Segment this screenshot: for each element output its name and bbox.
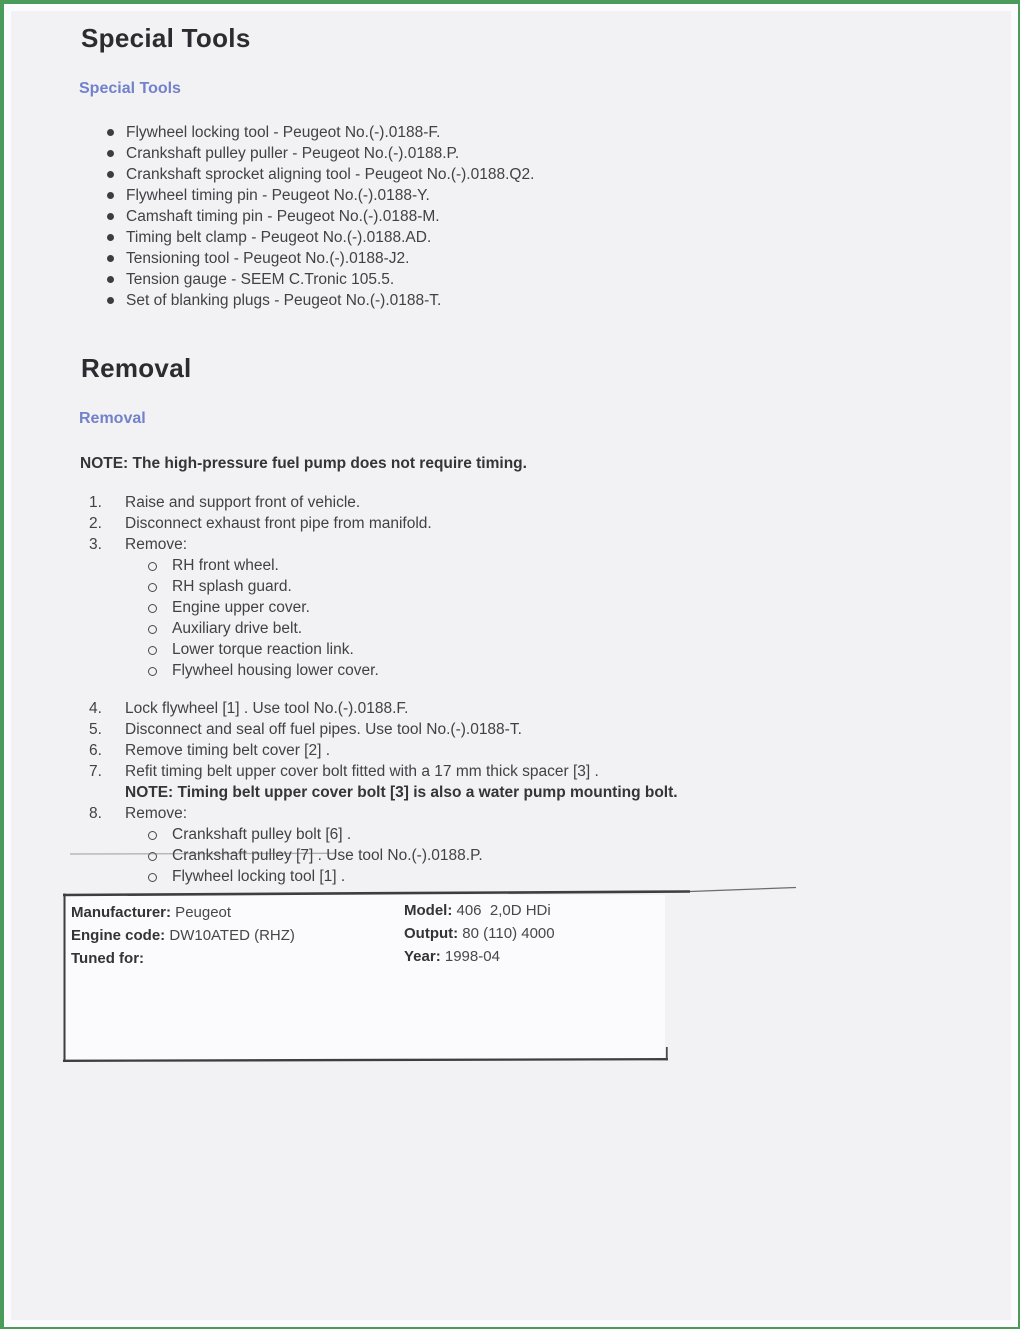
output-field	[404, 925, 555, 943]
tool-item-label: Camshaft timing pin - Peugeot No.(-).0188-M.	[126, 208, 440, 225]
tool-item	[80, 206, 700, 227]
sub-item	[80, 639, 800, 660]
model-field	[404, 902, 551, 920]
bullet-icon	[107, 234, 114, 241]
sub-item	[80, 824, 800, 845]
step-text: Refit timing belt upper cover bolt fitted with a 17 mm thick spacer [3] .	[125, 763, 599, 780]
note-water-pump-bolt: NOTE: Timing belt upper cover bolt [3] is also a water pump mounting bolt.	[125, 784, 678, 801]
circle-bullet-icon	[148, 852, 157, 861]
sub-item-label: Crankshaft pulley [7] . Use tool No.(-).0188.P.	[172, 847, 483, 864]
step-item	[80, 761, 800, 782]
tool-item	[80, 185, 700, 206]
page-title: Special Tools	[81, 23, 251, 53]
sub-item-label: Crankshaft pulley bolt [6] .	[172, 826, 352, 843]
removal-steps-list	[80, 492, 800, 887]
step-item	[80, 698, 800, 719]
field-value: DW10ATED (RHZ)	[165, 927, 295, 944]
tool-item-label: Flywheel timing pin - Peugeot No.(-).0188-Y.	[126, 187, 430, 204]
tool-item-label: Crankshaft sprocket aligning tool - Peugeot No.(-).0188.Q2.	[126, 166, 535, 183]
engine-code-field	[71, 927, 295, 945]
step-number: 5.	[89, 721, 102, 738]
removal-link[interactable]: Removal	[79, 410, 146, 427]
bullet-icon	[107, 129, 114, 136]
tool-item	[80, 122, 700, 143]
tool-item-label: Tension gauge - SEEM C.Tronic 105.5.	[126, 271, 395, 288]
tool-item	[80, 290, 700, 311]
bullet-icon	[107, 276, 114, 283]
special-tools-list	[80, 122, 700, 311]
sub-item-label: Auxiliary drive belt.	[172, 620, 303, 637]
tool-item	[80, 143, 700, 164]
manufacturer-field	[71, 904, 231, 922]
step-number: 8.	[89, 805, 102, 822]
step-number: 1.	[89, 494, 102, 511]
sub-item-label: Flywheel housing lower cover.	[172, 662, 379, 679]
step-text: Lock flywheel [1] . Use tool No.(-).0188.F.	[125, 700, 409, 717]
sub-item	[80, 618, 800, 639]
bullet-icon	[107, 255, 114, 262]
field-label: Manufacturer:	[71, 904, 172, 921]
special-tools-link[interactable]: Special Tools	[79, 80, 181, 97]
step-number: 3.	[89, 536, 102, 553]
sub-item-label: RH front wheel.	[172, 557, 279, 574]
step-text: Disconnect exhaust front pipe from manifold.	[125, 515, 432, 532]
step-item	[80, 719, 800, 740]
bullet-icon	[107, 213, 114, 220]
circle-bullet-icon	[148, 873, 157, 882]
circle-bullet-icon	[148, 625, 157, 634]
step-item	[80, 740, 800, 761]
bullet-icon	[107, 150, 114, 157]
field-label: Output:	[404, 925, 459, 942]
sub-item	[80, 576, 800, 597]
sub-item-label: RH splash guard.	[172, 578, 292, 595]
section-title-removal: Removal	[81, 353, 192, 383]
field-label: Year:	[404, 948, 441, 965]
bullet-icon	[107, 297, 114, 304]
field-value: 1998-04	[440, 948, 500, 965]
tool-item	[80, 248, 700, 269]
sub-item	[80, 660, 800, 681]
sub-item-label: Flywheel locking tool [1] .	[172, 868, 346, 885]
circle-bullet-icon	[148, 831, 157, 840]
step-text: Raise and support front of vehicle.	[125, 494, 361, 511]
step-number: 7.	[89, 763, 102, 780]
step-text: Remove:	[125, 536, 188, 553]
field-value: 406 2,0D HDi	[452, 902, 551, 919]
field-label: Model:	[404, 902, 453, 919]
field-label: Engine code:	[71, 927, 166, 944]
tool-item-label: Set of blanking plugs - Peugeot No.(-).0188-T.	[126, 292, 442, 309]
tool-item-label: Flywheel locking tool - Peugeot No.(-).0188-F.	[126, 124, 441, 141]
sub-item	[80, 597, 800, 618]
sub-item	[80, 555, 800, 576]
circle-bullet-icon	[148, 562, 157, 571]
bullet-icon	[107, 192, 114, 199]
tool-item	[80, 269, 700, 290]
step-item	[80, 534, 800, 555]
tuned-for-field	[71, 950, 144, 968]
sub-item	[80, 845, 800, 866]
step-text: Disconnect and seal off fuel pipes. Use tool No.(-).0188-T.	[125, 721, 522, 738]
step-text: Remove:	[125, 805, 188, 822]
sub-item-label: Lower torque reaction link.	[172, 641, 354, 658]
year-field	[404, 948, 500, 966]
step-item	[80, 803, 800, 824]
circle-bullet-icon	[148, 667, 157, 676]
circle-bullet-icon	[148, 646, 157, 655]
tool-item-label: Tensioning tool - Peugeot No.(-).0188-J2.	[126, 250, 410, 267]
tool-item	[80, 227, 700, 248]
circle-bullet-icon	[148, 604, 157, 613]
tool-item-label: Timing belt clamp - Peugeot No.(-).0188.AD.	[126, 229, 432, 246]
step-item	[80, 513, 800, 534]
sub-item	[80, 866, 800, 887]
tool-item-label: Crankshaft pulley puller - Peugeot No.(-).0188.P.	[126, 145, 460, 162]
sub-item-label: Engine upper cover.	[172, 599, 310, 616]
tool-item	[80, 164, 700, 185]
field-label: Tuned for:	[71, 950, 145, 967]
circle-bullet-icon	[148, 583, 157, 592]
step-number: 6.	[89, 742, 102, 759]
bullet-icon	[107, 171, 114, 178]
note-fuel-pump: NOTE: The high-pressure fuel pump does not require timing.	[80, 455, 527, 472]
step-number: 4.	[89, 700, 102, 717]
step-text: Remove timing belt cover [2] .	[125, 742, 331, 759]
step-item	[80, 492, 800, 513]
field-value: Peugeot	[171, 904, 232, 921]
step-number: 2.	[89, 515, 102, 532]
field-value: 80 (110) 4000	[458, 925, 555, 942]
